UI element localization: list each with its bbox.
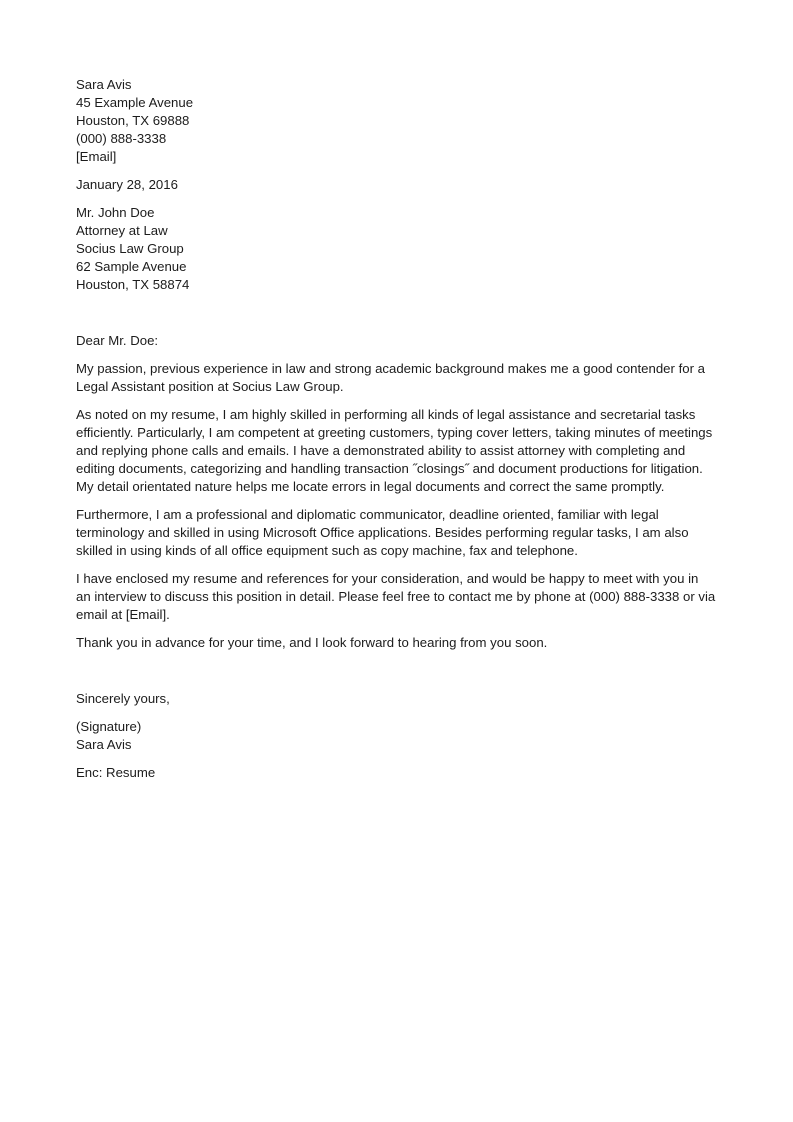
recipient-street: 62 Sample Avenue: [76, 259, 187, 274]
sender-city: Houston, TX 69888: [76, 113, 190, 128]
enclosure-block: [76, 764, 716, 782]
letter-page: [76, 76, 716, 782]
letter-date: January 28, 2016: [76, 177, 178, 192]
body-paragraph-intro: My passion, previous experience in law and strong academic background makes me a good contender for a Legal Assistant position at Socius Law Group.: [76, 361, 705, 394]
letter-body: [76, 360, 716, 652]
sender-email: [Email]: [76, 149, 117, 164]
salutation: Dear Mr. Doe:: [76, 333, 159, 348]
sender-name: Sara Avis: [76, 77, 132, 92]
sender-address: [76, 76, 716, 166]
recipient-name: Mr. John Doe: [76, 205, 155, 220]
closing-block: [76, 690, 716, 708]
letter-date-block: [76, 176, 716, 194]
recipient-title: Attorney at Law: [76, 223, 168, 238]
recipient-address: [76, 204, 716, 294]
closing: Sincerely yours,: [76, 691, 170, 706]
sender-phone: (000) 888-3338: [76, 131, 167, 146]
sender-street: 45 Example Avenue: [76, 95, 194, 110]
body-paragraph-skills: As noted on my resume, I am highly skilled in performing all kinds of legal assistance and secretarial tasks efficiently. Particularly, I am competent at greeting customers, typing cover letters, taking minutes of meetings and replying phone calls and emails. I have a demonstrated ability to assist attorney with completing and editing documents, categorizing and handling transaction ˝closings˝ and document productions for litigation. My detail orientated nature helps me locate errors in legal documents and correct the same promptly.: [76, 407, 713, 494]
enclosure: Enc: Resume: [76, 765, 156, 780]
salutation-block: [76, 332, 716, 350]
body-paragraph-qualities: Furthermore, I am a professional and diplomatic communicator, deadline oriented, familiar with legal terminology and skilled in using Microsoft Office applications. Besides performing regular tasks, I am also skilled in using kinds of all office equipment such as copy machine, fax and telephone.: [76, 507, 689, 558]
recipient-city: Houston, TX 58874: [76, 277, 190, 292]
recipient-company: Socius Law Group: [76, 241, 184, 256]
signature-name: Sara Avis: [76, 737, 132, 752]
body-paragraph-enclosure: I have enclosed my resume and references for your consideration, and would be happy to meet with you in an interview to discuss this position in detail. Please feel free to contact me by phone at (000) 888-3338 or via email at [Email].: [76, 571, 716, 622]
signature-placeholder: (Signature): [76, 719, 142, 734]
signature-block: [76, 718, 716, 754]
body-paragraph-thanks: Thank you in advance for your time, and I look forward to hearing from you soon.: [76, 635, 548, 650]
